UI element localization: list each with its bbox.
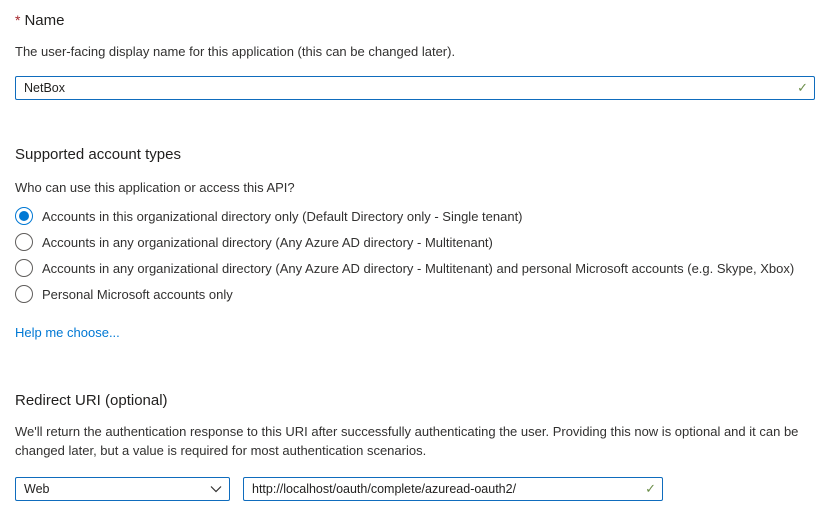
radio-button-icon[interactable] xyxy=(15,259,33,277)
radio-option-personal-only[interactable] xyxy=(15,285,815,303)
supported-account-types-section xyxy=(15,146,815,342)
required-marker: * xyxy=(15,12,21,28)
supported-account-types-heading: Supported account types xyxy=(15,146,181,163)
radio-button-icon[interactable] xyxy=(15,285,33,303)
account-types-radio-group xyxy=(15,207,815,303)
valid-check-icon: ✓ xyxy=(797,80,808,95)
name-input-container xyxy=(15,76,815,100)
name-field-label xyxy=(15,12,815,29)
radio-option-label[interactable]: Accounts in any organizational directory (Any Azure AD directory - Multitenant) and personal Microsoft accounts (e.g. Skype, Xbox) xyxy=(42,260,795,276)
redirect-uri-section xyxy=(15,392,815,501)
name-input[interactable] xyxy=(15,76,815,100)
redirect-uri-description: We'll return the authentication response to this URI after successfully authenticating the user. Providing this now is optional and it can be changed later, but a value is required for most authentication scenarios. xyxy=(15,424,799,458)
help-me-choose-link[interactable]: Help me choose... xyxy=(15,325,120,340)
radio-option-multitenant[interactable] xyxy=(15,233,815,251)
redirect-uri-input-container xyxy=(243,477,663,501)
redirect-uri-input[interactable] xyxy=(243,477,663,501)
name-label-text: Name xyxy=(24,12,65,29)
radio-option-single-tenant[interactable] xyxy=(15,207,815,225)
platform-select-value: Web xyxy=(24,482,50,496)
radio-option-label[interactable]: Personal Microsoft accounts only xyxy=(42,286,233,302)
account-types-question: Who can use this application or access this API? xyxy=(15,180,295,195)
radio-option-label[interactable]: Accounts in any organizational directory (Any Azure AD directory - Multitenant) xyxy=(42,234,493,250)
radio-option-label[interactable]: Accounts in this organizational directory only (Default Directory only - Single tenant) xyxy=(42,208,523,224)
chevron-down-icon xyxy=(210,485,222,493)
platform-select[interactable] xyxy=(15,477,230,501)
radio-button-icon[interactable] xyxy=(15,233,33,251)
radio-option-multitenant-personal[interactable] xyxy=(15,259,815,277)
redirect-uri-heading: Redirect URI (optional) xyxy=(15,392,168,409)
name-section xyxy=(15,12,815,100)
valid-check-icon: ✓ xyxy=(645,481,656,496)
redirect-uri-controls xyxy=(15,477,815,501)
radio-button-icon[interactable] xyxy=(15,207,33,225)
name-field-description: The user-facing display name for this application (this can be changed later). xyxy=(15,44,456,59)
